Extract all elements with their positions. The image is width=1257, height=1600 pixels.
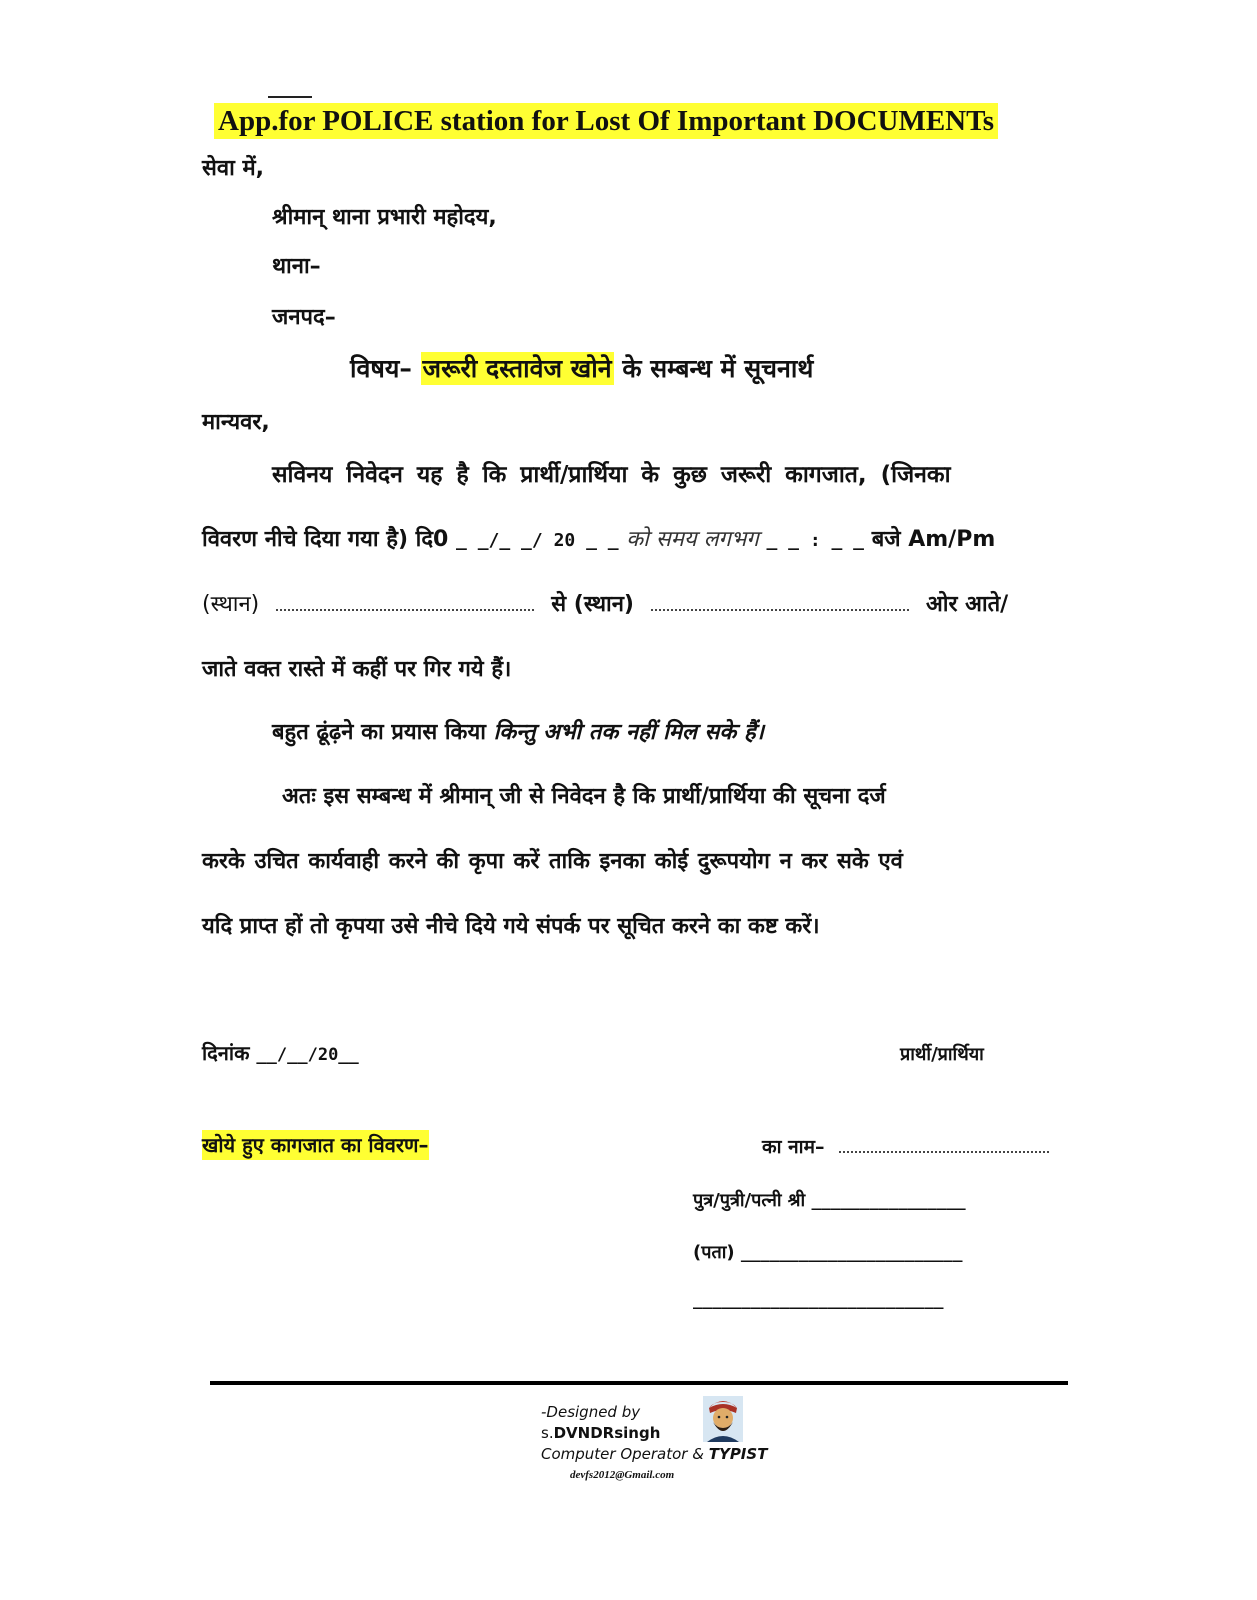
subject-label: विषय– xyxy=(350,354,412,383)
name-blank xyxy=(839,1137,1049,1153)
address-blank-line2: __________________________ xyxy=(693,1290,944,1309)
place-label-1: (स्थान) xyxy=(202,592,260,617)
para1-ampm: बजे Am/Pm xyxy=(871,527,996,552)
recipient-line2: थाना– xyxy=(272,254,321,279)
name-label: का नाम– xyxy=(762,1136,825,1158)
para3-line1: अतः इस सम्बन्ध में श्रीमान् जी से निवेदन है कि प्रार्थी/प्रार्थिया की सूचना दर्ज xyxy=(282,784,886,809)
lost-docs-label: खोये हुए कागजात का विवरण– xyxy=(202,1130,429,1160)
para2 xyxy=(272,718,764,748)
subject-line xyxy=(350,354,813,384)
applicant-label: प्रार्थी/प्रार्थिया xyxy=(900,1044,984,1065)
relation-label: पुत्र/पुत्री/पत्नी श्री xyxy=(693,1190,806,1211)
para1-line1: सविनय निवेदन यह है कि प्रार्थी/प्रार्थिया के कुछ जरूरी कागजात, (जिनका xyxy=(272,462,951,488)
name-field xyxy=(762,1132,1049,1162)
footer-role-bold: TYPIST xyxy=(708,1445,768,1463)
page-title: App.for POLICE station for Lost Of Important DOCUMENTs xyxy=(214,103,998,139)
title-overline xyxy=(268,96,312,98)
place-blank-1 xyxy=(276,591,534,611)
para3-line2: करके उचित कार्यवाही करने की कृपा करें ताकि इनका कोई दुरूपयोग न कर सके एवं xyxy=(202,849,903,874)
recipient-line1: श्रीमान् थाना प्रभारी महोदय, xyxy=(272,205,497,230)
address-field xyxy=(693,1238,962,1268)
footer-separator xyxy=(210,1381,1068,1385)
footer-role xyxy=(541,1445,767,1463)
address-label: (पता) xyxy=(693,1242,735,1263)
date-label: दिनांक xyxy=(202,1041,250,1065)
footer-name-prefix: s. xyxy=(541,1424,554,1442)
place-blank-2 xyxy=(651,591,909,611)
para1-line2 xyxy=(202,525,995,556)
author-avatar xyxy=(703,1396,743,1442)
footer-email: devfs2012@Gmail.com xyxy=(570,1469,675,1481)
para1-line3 xyxy=(202,590,1008,620)
para1-line4: जाते वक्त रास्ते में कहीं पर गिर गये हैं। xyxy=(202,657,512,682)
footer-designed-by: -Designed by xyxy=(541,1403,641,1421)
subject-highlight: जरूरी दस्तावेज खोने xyxy=(422,354,612,383)
subject-rest: के सम्बन्ध में सूचनार्थ xyxy=(622,354,814,383)
time-blank: _ _ : _ _ xyxy=(766,530,865,551)
date-blank-inline: _ _/_ _/ 20 _ _ xyxy=(456,530,619,551)
para3-line3: यदि प्राप्त हों तो कृपया उसे नीचे दिये गये संपर्क पर सूचित करने का कष्ट करें। xyxy=(202,914,820,939)
place-end: ओर आते/ xyxy=(926,592,1009,617)
para1-time-label: को समय लगभग xyxy=(626,527,759,552)
address-blank: _______________________ xyxy=(740,1243,963,1262)
footer-author xyxy=(541,1424,660,1442)
salutation-to: सेवा में, xyxy=(202,156,264,181)
date-field xyxy=(202,1038,359,1070)
para1-line2-text: विवरण नीचे दिया गया है) दि0 xyxy=(202,527,449,552)
footer-name: DVNDRsingh xyxy=(553,1424,661,1442)
para2-normal: बहुत ढूंढ़ने का प्रयास किया xyxy=(272,720,486,745)
date-blank: __/__/20__ xyxy=(256,1045,359,1065)
para2-italic: किन्तु अभी तक नहीं मिल सके हैं। xyxy=(493,720,764,745)
greeting: मान्यवर, xyxy=(202,410,270,435)
place-from-label: से (स्थान) xyxy=(551,592,634,617)
footer-role-text: Computer Operator & xyxy=(541,1445,709,1463)
recipient-line3: जनपद– xyxy=(272,305,336,330)
relation-blank: ________________ xyxy=(811,1191,966,1210)
relation-field xyxy=(693,1186,966,1216)
